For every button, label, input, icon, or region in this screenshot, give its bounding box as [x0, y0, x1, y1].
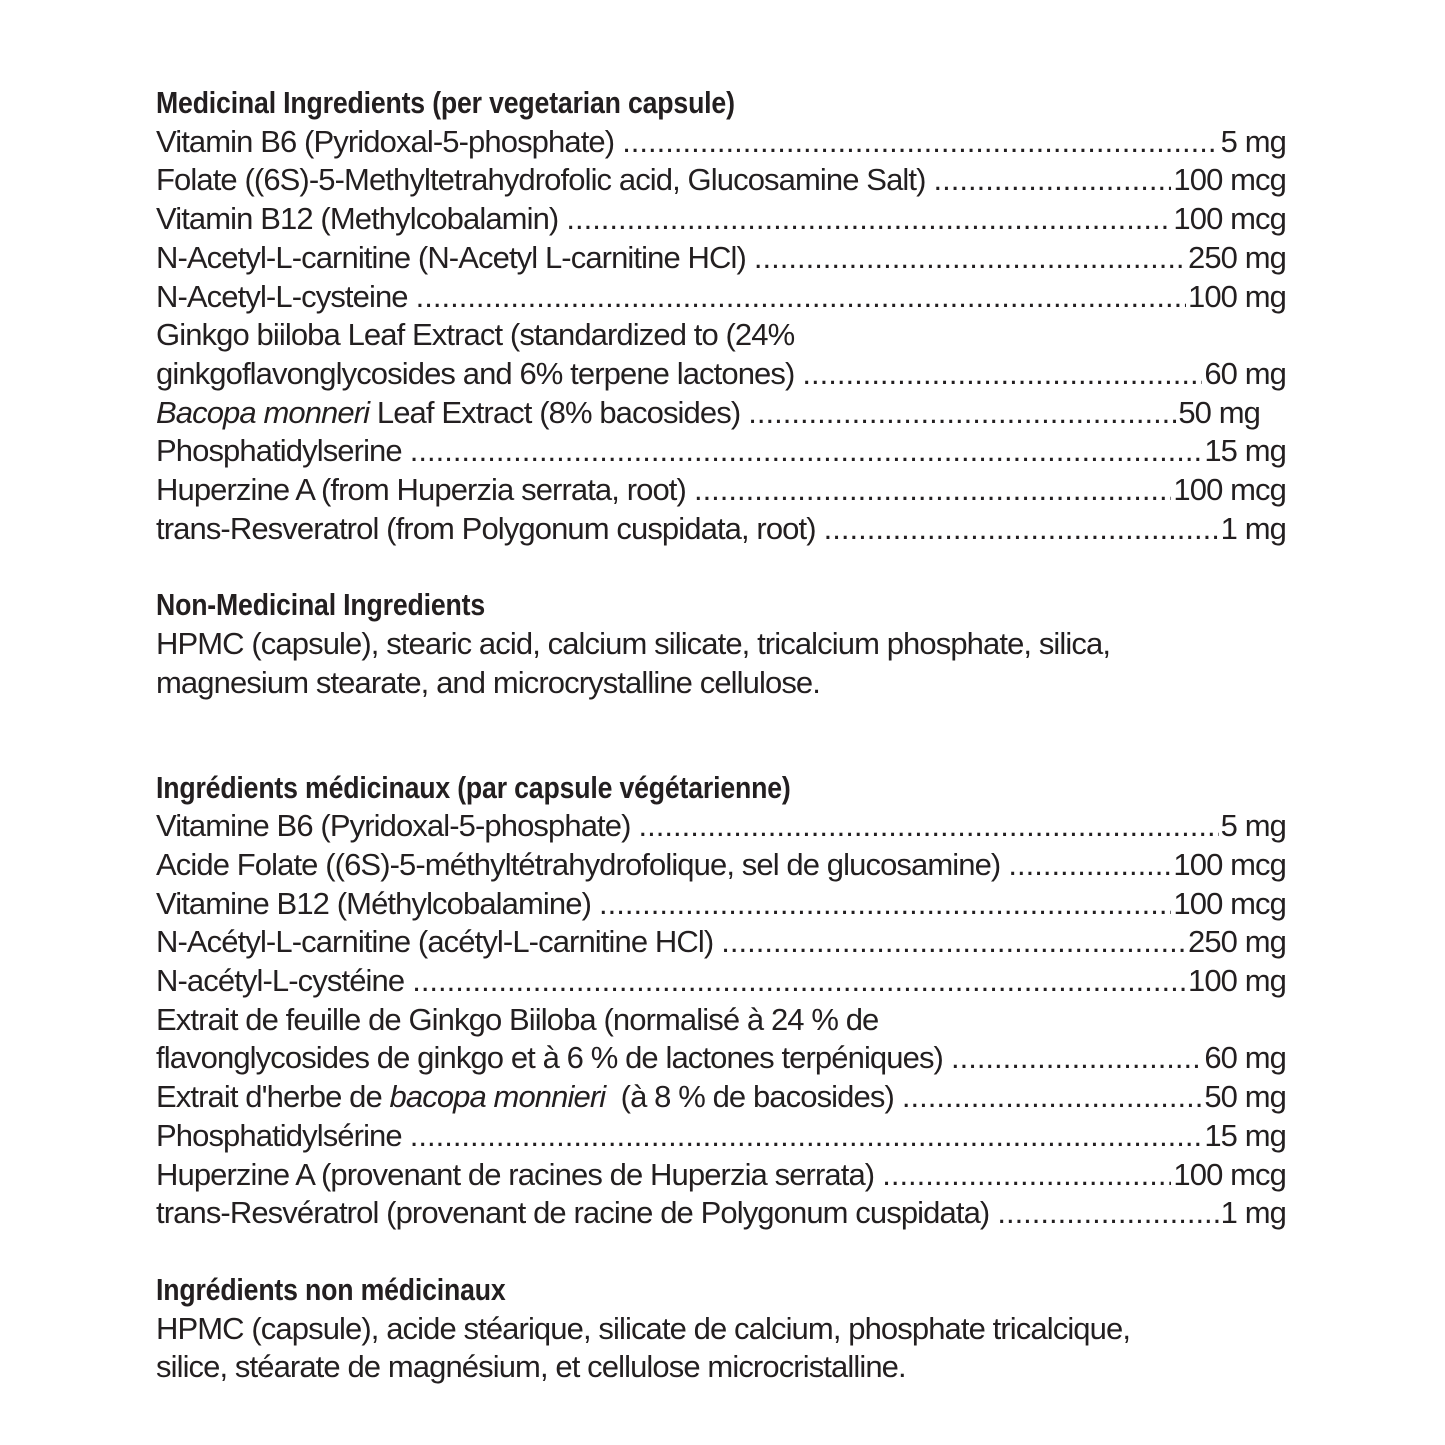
en-non-medicinal-section — [156, 586, 1286, 702]
ingredient-row — [156, 962, 1286, 1001]
ingredient-row — [156, 1117, 1286, 1156]
ingredient-name: Phosphatidylsérine — [156, 1117, 402, 1153]
ingredient-name-line: Extrait de feuille de Ginkgo Biiloba (normalisé à 24 % de — [156, 1001, 879, 1037]
dot-leader — [694, 471, 1171, 510]
ingredient-row — [156, 807, 1286, 846]
ingredient-name: N-Acetyl-L-carnitine (N-Acetyl L-carnitine HCl) — [156, 239, 746, 275]
ingredient-amount: 100 mcg — [1173, 885, 1286, 921]
dot-leader — [951, 1039, 1202, 1078]
ingredient-amount: 100 mcg — [1173, 1156, 1286, 1192]
ingredient-name: Acide Folate ((6S)-5-méthyltétrahydrofolique, sel de glucosamine) — [156, 846, 1001, 882]
ingredient-row — [156, 123, 1286, 162]
ingredient-row — [156, 1039, 1286, 1078]
fr-non-medicinal-heading: Ingrédients non médicinaux — [156, 1271, 506, 1307]
ingredient-amount: 1 mg — [1220, 1195, 1286, 1231]
section-spacer — [156, 548, 1286, 586]
non-medicinal-text-line: HPMC (capsule), acide stéarique, silicate de calcium, phosphate tricalcique, — [156, 1310, 1131, 1346]
ingredient-name: N-acétyl-L-cystéine — [156, 963, 405, 999]
ingredients-label — [156, 84, 1286, 1387]
ingredient-name-italic: bacopa monnieri — [389, 1079, 606, 1115]
ingredient-name: ginkgoflavonglycosides and 6% terpene lactones) — [156, 355, 795, 391]
ingredient-amount: 5 mg — [1220, 123, 1286, 159]
dot-leader — [902, 1078, 1202, 1117]
ingredient-row — [156, 923, 1286, 962]
fr-non-medicinal-section — [156, 1271, 1286, 1387]
ingredient-name: Huperzine A (provenant de racines de Huperzia serrata) — [156, 1156, 875, 1192]
ingredient-amount: 50 mg — [1178, 394, 1260, 430]
ingredient-amount: 100 mcg — [1173, 162, 1286, 198]
dot-leader — [639, 807, 1219, 846]
ingredient-amount: 100 mg — [1188, 278, 1286, 314]
dot-leader — [882, 1156, 1171, 1195]
non-medicinal-text-line: HPMC (capsule), stearic acid, calcium silicate, tricalcium phosphate, silica, — [156, 626, 1111, 662]
ingredient-row — [156, 200, 1286, 239]
ingredient-amount: 60 mg — [1204, 1040, 1286, 1076]
ingredient-amount: 1 mg — [1220, 510, 1286, 546]
ingredient-row — [156, 278, 1286, 317]
ingredient-name: Vitamine B6 (Pyridoxal-5-phosphate) — [156, 808, 631, 844]
ingredient-row — [156, 161, 1286, 200]
ingredient-amount: 50 mg — [1204, 1079, 1286, 1115]
ingredient-name: Vitamin B6 (Pyridoxal-5-phosphate) — [156, 123, 615, 159]
dot-leader — [824, 510, 1219, 549]
ingredient-name: Vitamine B12 (Méthylcobalamine) — [156, 885, 592, 921]
ingredient-name-line: Ginkgo biiloba Leaf Extract (standardized to (24% — [156, 317, 795, 353]
ingredient-name-rest: Leaf Extract (8% bacosides) — [369, 394, 741, 430]
non-medicinal-text-line: silice, stéarate de magnésium, et cellulose microcristalline. — [156, 1349, 906, 1385]
ingredient-amount: 100 mg — [1188, 963, 1286, 999]
ingredient-name — [156, 394, 740, 433]
dot-leader — [997, 1194, 1218, 1233]
dot-leader — [599, 885, 1171, 924]
ingredient-row — [156, 239, 1286, 278]
ingredient-name: N-Acétyl-L-carnitine (acétyl-L-carnitine HCl) — [156, 924, 714, 960]
en-non-medicinal-heading: Non-Medicinal Ingredients — [156, 587, 485, 623]
section-spacer — [156, 703, 1286, 769]
dot-leader — [412, 962, 1186, 1001]
dot-leader — [416, 278, 1186, 317]
dot-leader — [410, 432, 1203, 471]
ingredient-amount: 5 mg — [1220, 808, 1286, 844]
ingredient-row — [156, 355, 1286, 394]
ingredient-row — [156, 432, 1286, 471]
ingredient-amount: 15 mg — [1204, 1117, 1286, 1153]
dot-leader — [754, 239, 1186, 278]
ingredient-row — [156, 885, 1286, 924]
dot-leader — [802, 355, 1202, 394]
ingredient-row — [156, 846, 1286, 885]
ingredient-row — [156, 1194, 1286, 1233]
non-medicinal-text-line: magnesium stearate, and microcrystalline cellulose. — [156, 664, 820, 700]
dot-leader — [566, 200, 1171, 239]
ingredient-row — [156, 1156, 1286, 1195]
dot-leader — [1008, 846, 1171, 885]
ingredient-amount: 100 mcg — [1173, 201, 1286, 237]
ingredient-name-rest: (à 8 % de bacosides) — [605, 1079, 894, 1115]
ingredient-amount: 100 mcg — [1173, 846, 1286, 882]
en-medicinal-heading: Medicinal Ingredients (per vegetarian capsule) — [156, 85, 735, 120]
ingredient-amount: 15 mg — [1204, 433, 1286, 469]
fr-medicinal-section — [156, 769, 1286, 1233]
ingredient-amount: 250 mg — [1188, 239, 1286, 275]
ingredient-name: Phosphatidylserine — [156, 433, 402, 469]
dot-leader — [622, 123, 1218, 162]
ingredient-name: Huperzine A (from Huperzia serrata, root) — [156, 472, 686, 508]
dot-leader — [410, 1117, 1203, 1156]
ingredient-name: trans-Resvératrol (provenant de racine de Polygonum cuspidata) — [156, 1195, 990, 1231]
ingredient-amount: 250 mg — [1188, 924, 1286, 960]
ingredient-name-pre: Extrait d'herbe de — [156, 1079, 390, 1115]
ingredient-name: flavonglycosides de ginkgo et à 6 % de lactones terpéniques) — [156, 1040, 943, 1076]
ingredient-name: Vitamin B12 (Methylcobalamin) — [156, 201, 559, 237]
ingredient-amount: 100 mcg — [1173, 472, 1286, 508]
ingredient-row — [156, 394, 1286, 433]
section-spacer — [156, 1233, 1286, 1271]
dot-leader — [748, 394, 1176, 433]
dot-leader — [721, 923, 1186, 962]
dot-leader — [934, 161, 1172, 200]
fr-medicinal-heading: Ingrédients médicinaux (par capsule végétarienne) — [156, 769, 791, 805]
ingredient-row — [156, 510, 1286, 549]
ingredient-row — [156, 471, 1286, 510]
ingredient-name-italic: Bacopa monneri — [156, 394, 370, 430]
ingredient-name: Folate ((6S)-5-Methyltetrahydrofolic acid, Glucosamine Salt) — [156, 162, 926, 198]
ingredient-amount: 60 mg — [1204, 355, 1286, 391]
ingredient-name — [156, 1078, 894, 1117]
ingredient-row — [156, 1078, 1286, 1117]
en-medicinal-section — [156, 84, 1286, 548]
ingredient-name: trans-Resveratrol (from Polygonum cuspidata, root) — [156, 510, 816, 546]
ingredient-name: N-Acetyl-L-cysteine — [156, 278, 408, 314]
